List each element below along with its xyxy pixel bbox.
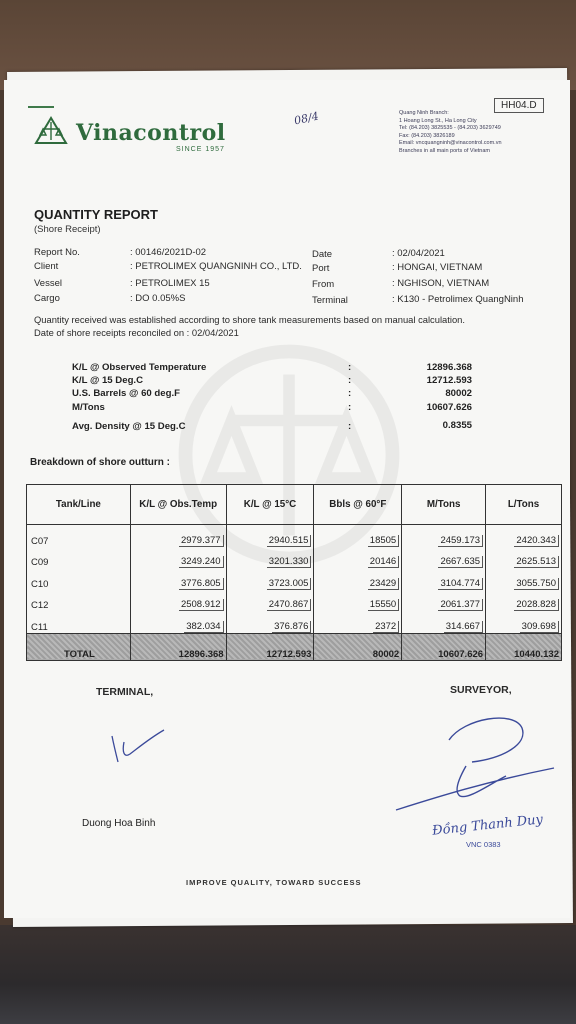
total-cell: 10607.626	[402, 633, 486, 660]
summary-label: M/Tons	[72, 402, 105, 413]
summary-label: K/L @ 15 Deg.C	[72, 375, 144, 386]
field-label: Date	[312, 249, 333, 260]
cell-value: 2940.515	[267, 535, 312, 547]
field-label: Cargo	[34, 293, 60, 304]
surveyor-label: SURVEYOR,	[450, 684, 512, 696]
cell-value: 3249.240	[179, 556, 224, 568]
table-header-row	[27, 485, 562, 525]
summary-colon: :	[348, 402, 352, 413]
table-row	[27, 525, 562, 547]
surveyor-name: Đồng Thanh Duy	[431, 812, 544, 839]
table-cell	[226, 525, 314, 547]
branch-line: Email: vncquangninh@vinacontrol.com.vn	[399, 140, 502, 147]
cell-value: 314.667	[444, 621, 483, 633]
summary-colon: :	[348, 362, 352, 373]
table-cell	[130, 590, 226, 612]
breakdown-title: Breakdown of shore outturn :	[30, 457, 170, 468]
cell-value: 2508.912	[179, 599, 224, 611]
total-cell: 80002	[314, 633, 402, 660]
summary-label: U.S. Barrels @ 60 deg.F	[72, 388, 180, 399]
table-cell	[130, 525, 226, 547]
footer-slogan: IMPROVE QUALITY, TOWARD SUCCESS	[186, 878, 362, 887]
tank-cell: C07	[27, 525, 131, 547]
cell-value: 3104.774	[438, 578, 483, 590]
document-code: HH04.D	[494, 98, 544, 113]
table-cell	[226, 590, 314, 612]
table-cell	[314, 590, 402, 612]
quantity-report-document	[4, 80, 570, 918]
summary-value: 12896.368	[426, 362, 472, 373]
summary-value: 10607.626	[426, 402, 472, 413]
field-value: : NGHISON, VIETNAM	[392, 278, 490, 289]
summary-label: Avg. Density @ 15 Deg.C	[72, 421, 186, 432]
summary-colon: :	[348, 388, 352, 399]
branch-info	[399, 110, 559, 156]
logo-accent-line	[28, 106, 54, 108]
cell-value: 3723.005	[267, 578, 312, 590]
field-label: From	[312, 279, 335, 290]
cell-value: 20146	[368, 556, 399, 568]
cell-value: 382.034	[184, 621, 223, 633]
tank-cell: C09	[27, 547, 131, 569]
summary-value: 12712.593	[426, 375, 472, 386]
table-cell	[314, 611, 402, 633]
total-cell: 10440.132	[486, 633, 562, 660]
table-cell	[130, 547, 226, 569]
table-cell	[402, 547, 486, 569]
total-cell: 12896.368	[130, 633, 226, 660]
cell-value: 376.876	[272, 621, 311, 633]
table-cell	[402, 525, 486, 547]
background-bottom	[0, 925, 576, 1024]
cell-value: 2420.343	[514, 535, 559, 547]
field-label: Terminal	[312, 295, 348, 306]
summary-colon: :	[348, 375, 352, 386]
cell-value: 2470.867	[267, 599, 312, 611]
cell-value: 3776.805	[179, 578, 224, 590]
field-label: Vessel	[34, 278, 62, 289]
statement-line: Date of shore receipts reconciled on : 02/04/2021	[34, 327, 239, 338]
column-header: L/Tons	[486, 485, 562, 525]
cell-value: 2979.377	[179, 535, 224, 547]
table-row	[27, 568, 562, 590]
cell-value: 18505	[368, 535, 399, 547]
cell-value: 309.698	[520, 621, 559, 633]
report-subtitle: (Shore Receipt)	[34, 224, 101, 235]
total-row	[27, 633, 562, 660]
report-statement	[34, 313, 554, 339]
terminal-label: TERMINAL,	[96, 686, 154, 698]
field-value: : 00146/2021D-02	[130, 247, 207, 258]
table-cell	[486, 590, 562, 612]
cell-value: 2667.635	[438, 556, 483, 568]
branch-line: Quang Ninh Branch:	[399, 110, 449, 116]
cell-value: 23429	[368, 578, 399, 590]
column-header: Tank/Line	[27, 485, 131, 525]
table-cell	[314, 547, 402, 569]
tank-cell: C12	[27, 590, 131, 612]
table-cell	[486, 547, 562, 569]
table-cell	[402, 611, 486, 633]
field-value: : HONGAI, VIETNAM	[392, 262, 483, 273]
table-cell	[486, 525, 562, 547]
table-cell	[314, 525, 402, 547]
handwritten-note: 08/4	[292, 109, 320, 128]
table-cell	[402, 590, 486, 612]
field-value: : K130 - Petrolimex QuangNinh	[392, 294, 524, 305]
cell-value: 3055.750	[514, 578, 559, 590]
company-name: Vinacontrol	[76, 120, 226, 146]
table-cell	[486, 611, 562, 633]
summary-label: K/L @ Observed Temperature	[72, 362, 207, 373]
surveyor-code: VNC 0383	[466, 840, 501, 849]
table-cell	[402, 568, 486, 590]
column-header: K/L @ Obs.Temp	[130, 485, 226, 525]
table-cell	[130, 568, 226, 590]
field-value: : 02/04/2021	[392, 248, 445, 259]
report-title: QUANTITY REPORT	[34, 207, 158, 222]
field-value: : PETROLIMEX QUANGNINH CO., LTD.	[130, 261, 302, 272]
total-cell: 12712.593	[226, 633, 314, 660]
table-cell	[226, 611, 314, 633]
cell-value: 2028.828	[514, 599, 559, 611]
tank-cell: C10	[27, 568, 131, 590]
field-value: : PETROLIMEX 15	[130, 278, 210, 289]
column-header: K/L @ 15°C	[226, 485, 314, 525]
summary-value: 80002	[445, 388, 472, 399]
table-row	[27, 547, 562, 569]
total-label: TOTAL	[27, 633, 131, 660]
cell-value: 2372	[373, 621, 399, 633]
branch-line: Fax: (84.203) 3826189	[399, 132, 455, 139]
table-cell	[314, 568, 402, 590]
summary-value: 0.8355	[442, 420, 472, 431]
surveyor-signature	[394, 710, 559, 820]
table-cell	[130, 611, 226, 633]
terminal-signature	[104, 728, 174, 768]
table-cell	[226, 547, 314, 569]
cell-value: 15550	[368, 599, 399, 611]
cell-value: 3201.330	[267, 556, 312, 568]
tank-cell: C11	[27, 611, 131, 633]
table-cell	[226, 568, 314, 590]
branch-line: 1 Hoang Long St., Ha Long City	[399, 117, 477, 124]
terminal-name: Duong Hoa Binh	[82, 818, 156, 829]
table-row	[27, 590, 562, 612]
table-cell	[486, 568, 562, 590]
field-value: : DO 0.05%S	[130, 293, 186, 304]
branch-line: Tel: (84.203) 3825535 - (84.203) 3629749	[399, 125, 501, 132]
field-label: Report No.	[34, 247, 80, 258]
summary-colon: :	[348, 421, 352, 432]
table-row	[27, 611, 562, 633]
branch-line: Branches in all main ports of Vietnam	[399, 147, 490, 154]
column-header: Bbls @ 60°F	[314, 485, 402, 525]
cell-value: 2625.513	[514, 556, 559, 568]
statement-line: Quantity received was established according to shore tank measurements based on manual calculation.	[34, 314, 465, 325]
company-since: SINCE 1957	[176, 146, 225, 153]
cell-value: 2061.377	[438, 599, 483, 611]
field-label: Port	[312, 263, 330, 274]
outturn-table	[26, 484, 562, 661]
cell-value: 2459.173	[438, 535, 483, 547]
scales-logo-icon	[34, 116, 68, 146]
field-label: Client	[34, 261, 59, 272]
column-header: M/Tons	[402, 485, 486, 525]
